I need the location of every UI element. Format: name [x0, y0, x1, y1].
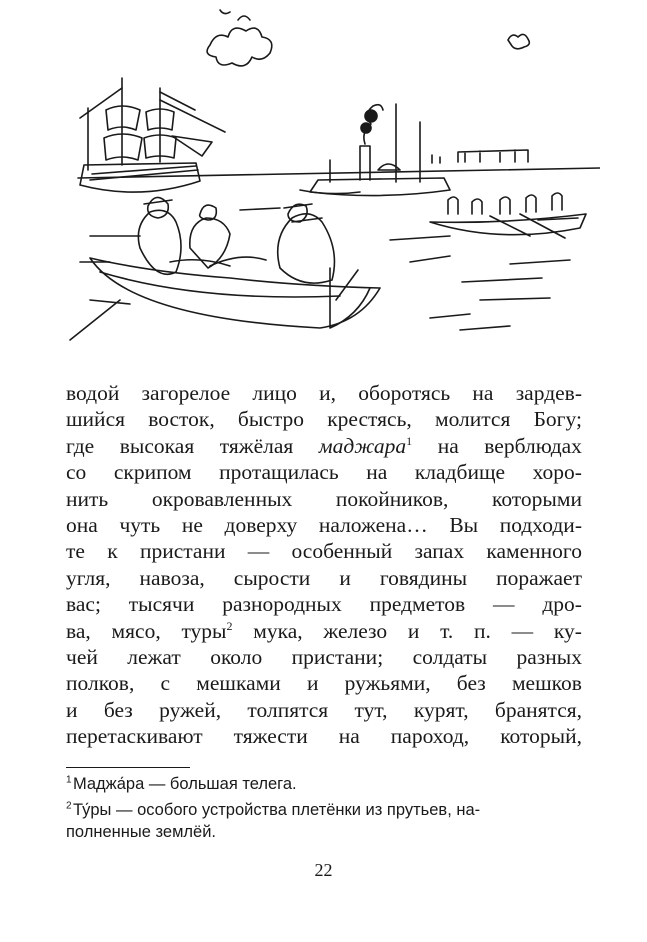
- fortress: [458, 150, 528, 162]
- text-line: чей лежат около пристани; солдаты разных: [66, 645, 582, 670]
- footnote-2: $^2$ Ту́ры — особого устройства плетёнки из прутьев, на- полненные землёй.: [66, 800, 481, 841]
- text-line: она чуть не доверху наложена… Вы подходи-: [66, 513, 582, 538]
- cloud-sketch: [508, 34, 529, 48]
- term-madzhara: маджара: [318, 433, 407, 458]
- text-line: водой загорелое лицо и, оборотясь на зардев-: [66, 381, 582, 405]
- text-line: перетаскивают тяжести на пароход, который,: [66, 724, 582, 749]
- cloud-sketch: [207, 28, 272, 66]
- page-number: 22: [314, 860, 333, 880]
- footnote-2-continuation: полненные землёй.: [66, 823, 217, 841]
- text-line: где высокая тяжёлая маджара$^1$ на верблюдах: [66, 433, 582, 458]
- text-line: и без ружей, толпятся тут, курят, бранятся,: [66, 697, 582, 722]
- rower-figures: [138, 197, 334, 283]
- right-rowboat: [430, 193, 586, 238]
- text-line: те к пристани — особенный запах каменного: [66, 539, 582, 564]
- text-line: со скрипом протащилась на кладбище хоро-: [66, 460, 582, 485]
- text-line: полков, с мешками и ружьями, без мешков: [66, 671, 582, 696]
- footnote-1: $^1$ Маджа́ра — большая телега.: [66, 774, 297, 793]
- text-line: шийся восток, быстро крестясь, молится Богу;: [66, 407, 582, 432]
- footnote-ref-2[interactable]: 2: [226, 618, 233, 633]
- body-text: [66, 380, 582, 750]
- text-line: нить окровавленных покойников, которыми: [66, 486, 582, 511]
- footnotes: [66, 773, 582, 847]
- footnote-divider: [66, 767, 190, 768]
- text-line: вас; тысячи разнородных предметов — дро-: [66, 592, 582, 617]
- text-line: ва, мясо, туры$^2$ мука, железо и т. п. — ку-: [66, 618, 582, 643]
- sea-boats-illustration: [60, 0, 600, 362]
- footnote-ref-1[interactable]: 1: [406, 433, 413, 448]
- text-line: угля, навоза, сырости и говядины поражает: [66, 565, 582, 590]
